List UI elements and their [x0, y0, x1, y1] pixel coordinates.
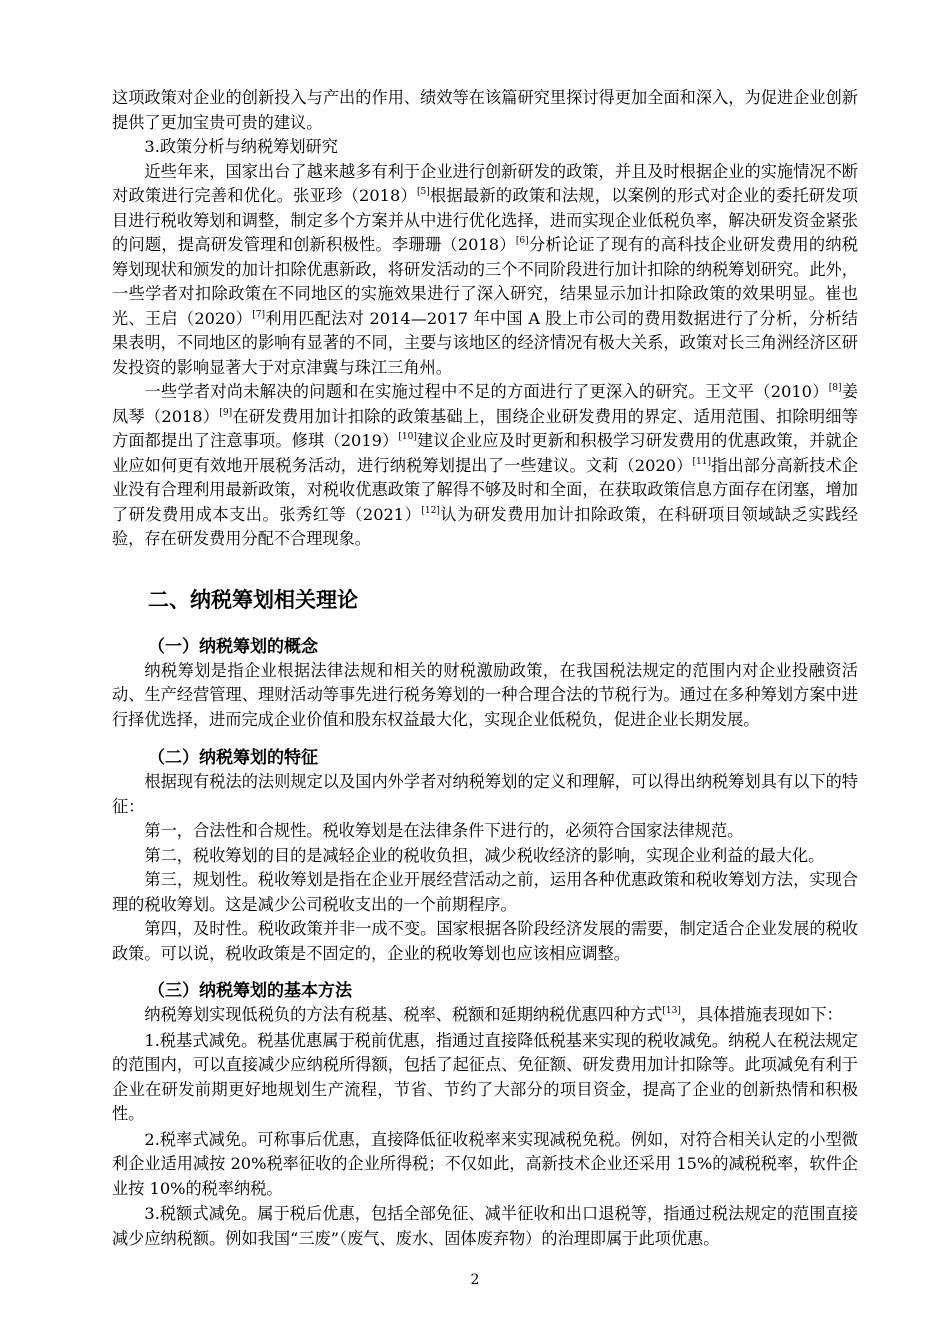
- paragraph-further-research: [112, 380, 858, 552]
- page-number: 2: [470, 1272, 480, 1288]
- subsection-heading-features: （二）纳税筹划的特征: [148, 748, 318, 768]
- subheading-policy-analysis: 3.政策分析与纳税筹划研究: [144, 137, 338, 156]
- citation: [12]: [421, 505, 440, 516]
- text: 一些学者对尚未解决的问题和在实施过程中不足的方面进行了更深入的研究。王文平（2010）: [144, 382, 829, 401]
- paragraph-policy-research: [112, 160, 858, 381]
- paragraph-methods-intro: [112, 1003, 858, 1028]
- subsection-heading-concept: （一）纳税筹划的概念: [148, 636, 318, 657]
- citation: [5]: [417, 187, 430, 197]
- text: 指出部分高新技术企业没有合理利用最新政策，对税收优惠政策了解得不够及时和全面，在获取政策信息方面存在闭塞，增加了研发费用成本支出。张秀红等（2021）: [112, 455, 859, 524]
- paragraph: 3.税额式减免。属于税后优惠，包括全部免征、减半征收和出口退税等，指通过税法规定的范围直接减少应纳税额。例如我国“三废”（废气、废水、固体废弃物）的治理即属于此项优惠。: [112, 1204, 858, 1248]
- paragraph-continuation: 这项政策对企业的创新投入与产出的作用、绩效等在该篇研究里探讨得更加全面和深入，为促进企业创新提供了更加宝贵可贵的建议。: [112, 88, 858, 132]
- text: 建议企业应及时更新和积极学习研发费用的优惠政策，并就企业应如何更有效地开展税务活动，进行纳税筹划提出了一些建议。文莉（2020）: [112, 431, 858, 475]
- paragraph: 第三，规划性。税收筹划是指在企业开展经营活动之前，运用各种优惠政策和税收筹划方法，实现合理的税收筹划。这是减少公司税收支出的一个前期程序。: [112, 870, 858, 914]
- paragraph: 根据现有税法的法则规定以及国内外学者对纳税筹划的定义和理解，可以得出纳税筹划具有以下的特征：: [112, 772, 858, 816]
- citation: [9]: [219, 407, 233, 418]
- citation: [6]: [515, 236, 529, 246]
- document-page: [112, 86, 858, 1252]
- text: ，具体措施表现如下：: [680, 1005, 843, 1024]
- text: 姜凤琴（2018）: [112, 382, 858, 426]
- citation: [7]: [252, 309, 266, 320]
- text: 纳税筹划实现低税负的方法有税基、税率、税额和延期纳税优惠四种方式: [144, 1005, 663, 1024]
- citation: [13]: [662, 1006, 681, 1016]
- text: 分析论证了现有的高科技企业研发费用的纳税筹划现状和颁发的加计扣除优惠新政，将研发活动的三个不同阶段进行加计扣除的纳税筹划研究。此外，一些学者对扣除政策在不同地区的实施效果进行了深入研究，结果显示加计扣除政策的效果明显。崔也光、王启（2020）: [112, 235, 859, 328]
- citation: [11]: [692, 456, 711, 467]
- text: 近些年来，国家出台了越来越多有利于企业进行创新研发的政策，并且及时根据企业的实施情况不断对政策进行完善和优化。张亚珍（2018）: [112, 161, 858, 205]
- subsection-heading-methods: （三）纳税筹划的基本方法: [148, 981, 352, 1001]
- paragraph: 第二，税收筹划的目的是减轻企业的税收负担，减少税收经济的影响，实现企业利益的最大化。: [144, 845, 825, 865]
- paragraph: 1.税基式减免。税基优惠属于税前优惠，指通过直接降低税基来实现的税收减免。纳税人在税法规定的范围内，可以直接减少应纳税所得额，包括了起征点、免征额、研发费用加计扣除等。此项减免有利于企业在研发前期更好地规划生产流程，节省、节约了大部分的项目资金，提高了企业的创新热情和积极性。: [112, 1030, 858, 1123]
- text: 认为研发费用加计扣除政策，在科研项目领域缺乏实践经验，存在研发费用分配不合理现象。: [112, 504, 858, 548]
- paragraph-concept: 纳税筹划是指企业根据法律法规和相关的财税激励政策，在我国税法规定的范围内对企业投融资活动、生产经营管理、理财活动等事先进行税务筹划的一种合理合法的节税行为。通过在多种筹划方案中进行择优选择，进而完成企业价值和股东权益最大化，实现企业低税负，促进企业长期发展。: [112, 660, 858, 729]
- text: 根据最新的政策和法规，以案例的形式对企业的委托研发项目进行税收筹划和调整，制定多个方案并从中进行优化选择，进而实现企业低税负率，解决研发资金紧张的问题，提高研发管理和创新积极性。李珊珊（2018）: [112, 186, 858, 254]
- citation: [8]: [828, 383, 842, 393]
- paragraph: 2.税率式减免。可称事后优惠，直接降低征收税率来实现减税免税。例如，对符合相关认定的小型微利企业适用减按 20%税率征收的企业所得税；不仅如此，高新技术企业还采用 15%的减税税率，软件企业按 10%的税率纳税。: [112, 1129, 858, 1198]
- text: 利用匹配法对 2014—2017 年中国 A 股上市公司的费用数据进行了分析，分析结果表明，不同地区的影响有显著的不同，主要与该地区的经济情况有极大关系，政策对长三角洲经济区研发投资的影响显著大于对京津冀与珠江三角州。: [112, 308, 858, 377]
- text: 在研发费用加计扣除的政策基础上，围绕企业研发费用的界定、适用范围、扣除明细等方面都提出了注意事项。修琪（2019）: [112, 406, 859, 450]
- section-heading: 二、纳税筹划相关理论: [148, 587, 358, 612]
- subsection-methods: [112, 979, 858, 1251]
- paragraph: 第四，及时性。税收政策并非一成不变。国家根据各阶段经济发展的需要，制定适合企业发展的税收政策。可以说，税收政策是不固定的，企业的税收筹划也应该相应调整。: [112, 919, 858, 963]
- paragraph: 第一，合法性和合规性。税收筹划是在法律条件下进行的，必须符合国家法律规范。: [144, 821, 744, 840]
- citation: [10]: [398, 432, 417, 442]
